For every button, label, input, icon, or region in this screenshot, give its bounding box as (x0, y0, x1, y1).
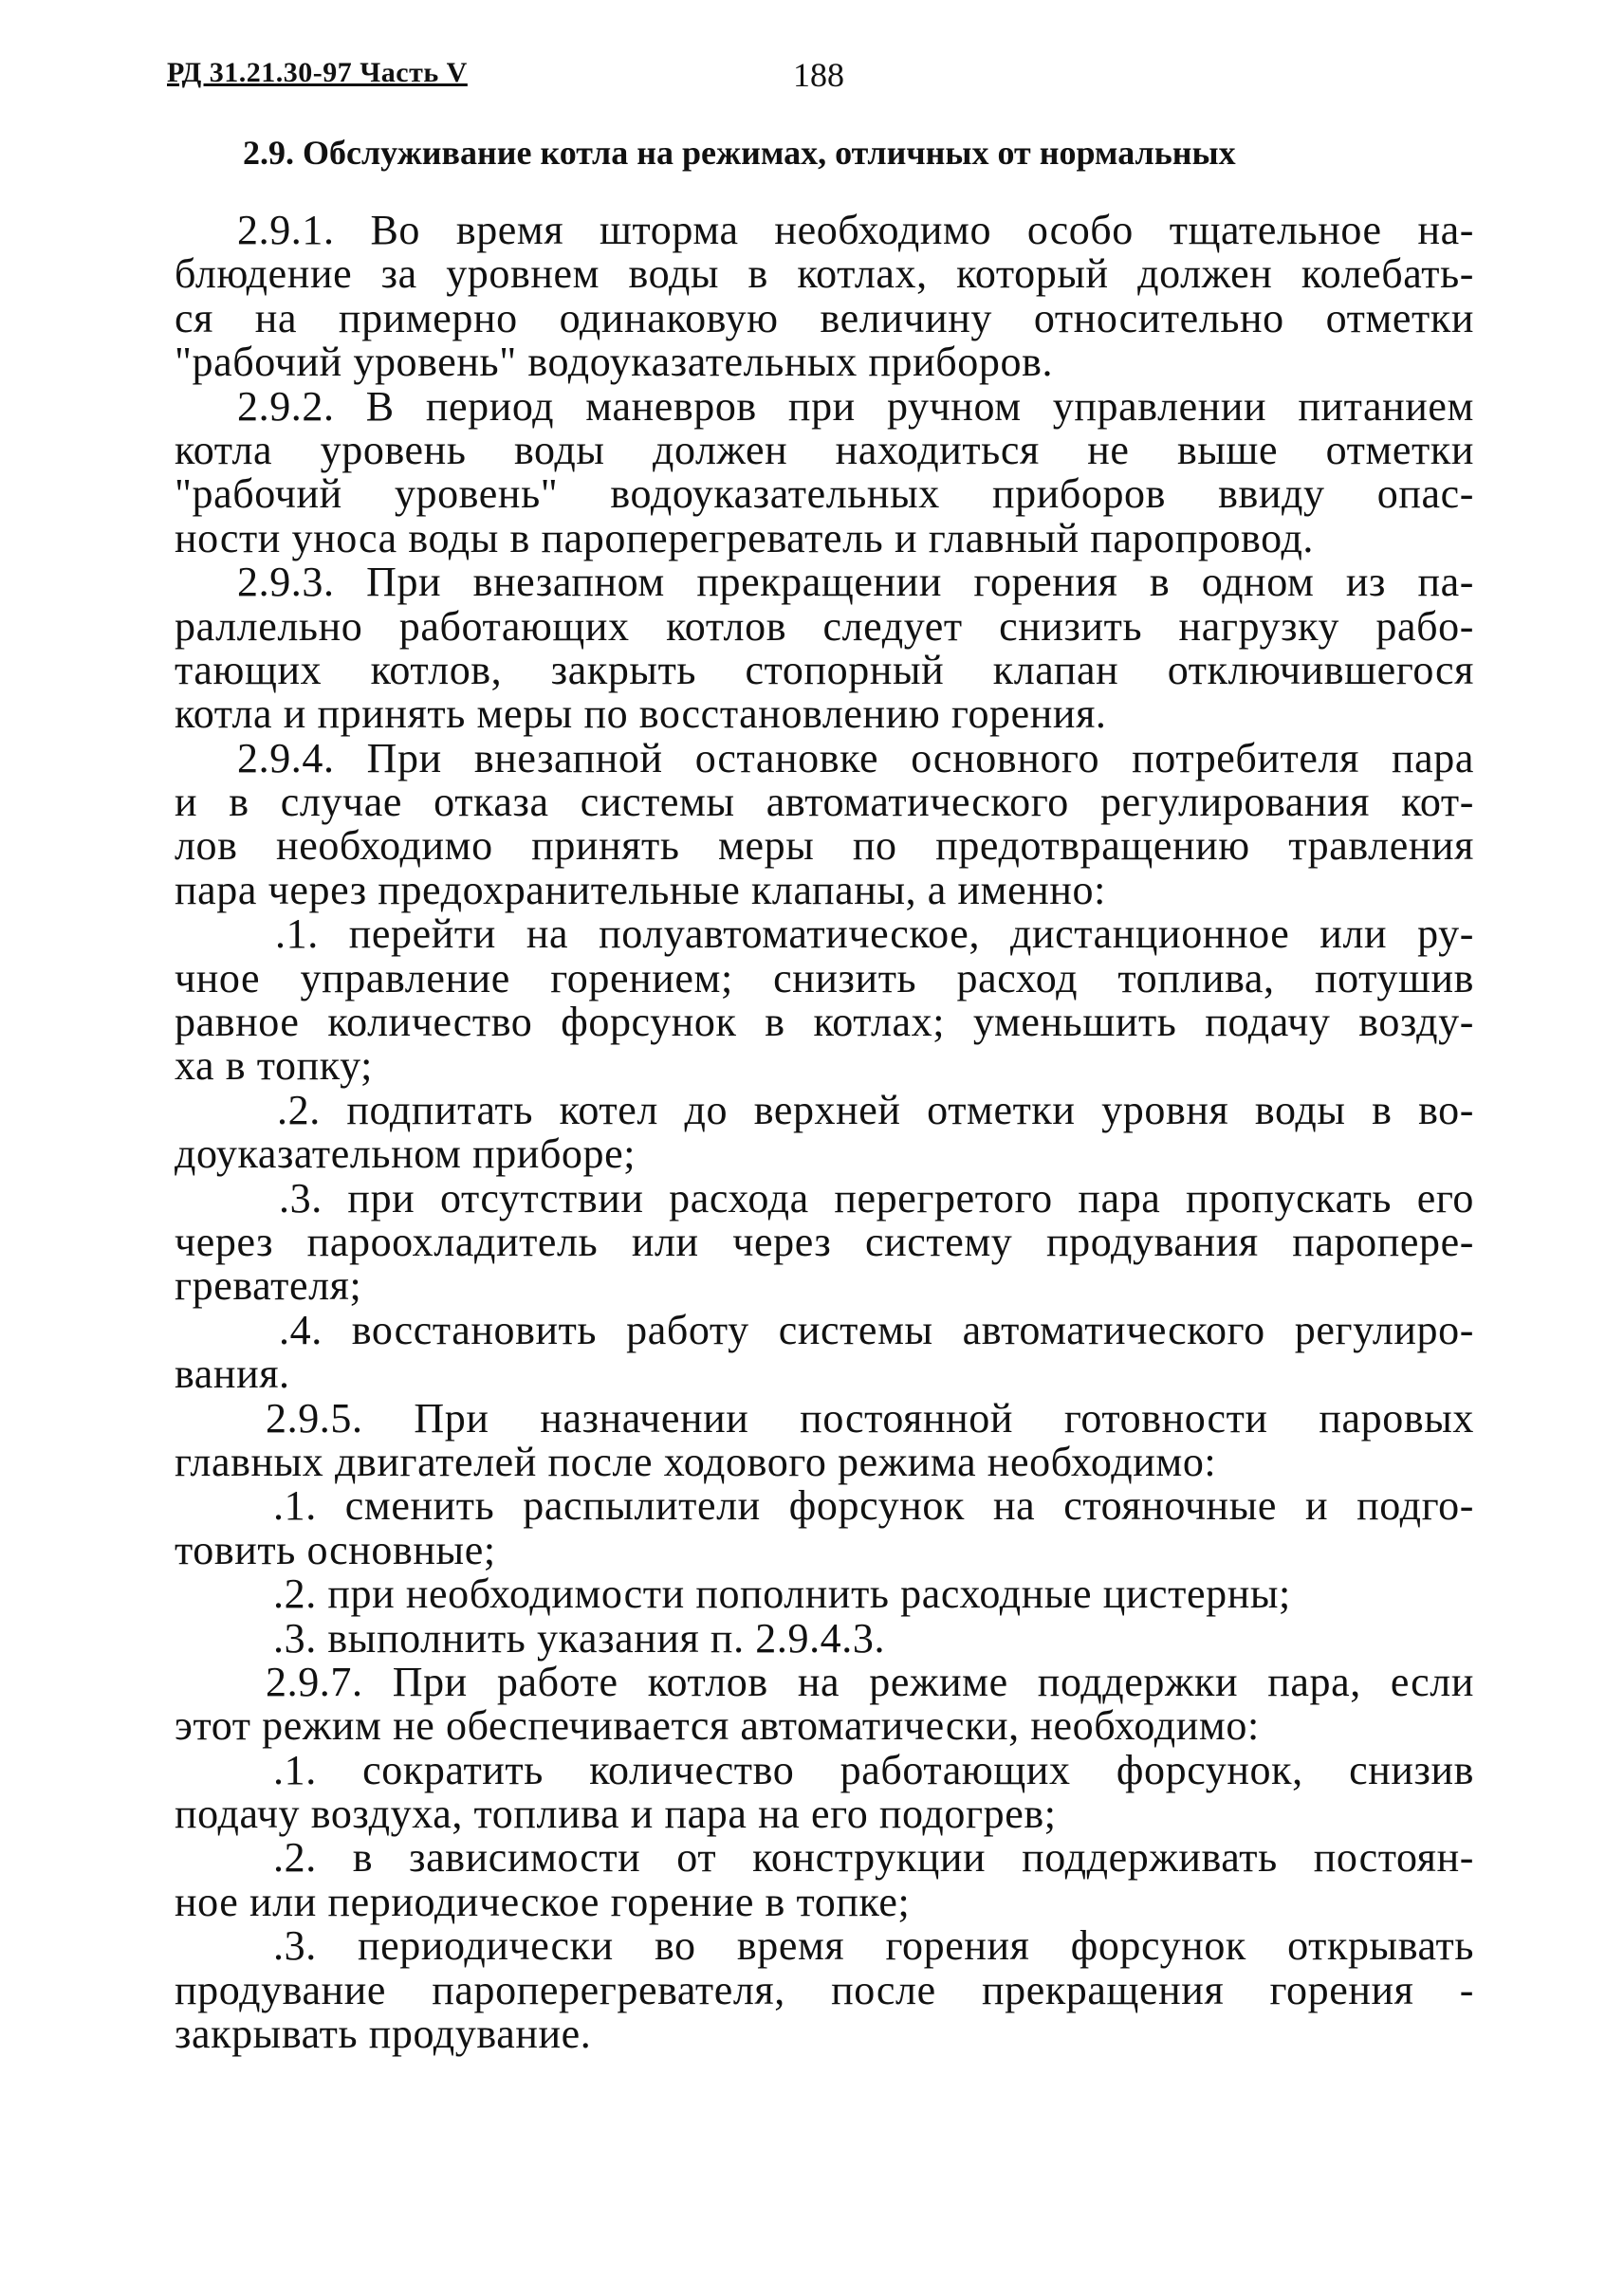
text-line: котла уровень воды должен находиться не выше отметки (175, 426, 1474, 473)
text-line: 2.9.2. В период маневров при ручном управлении питанием (237, 382, 1474, 430)
text-line: .2. в зависимости от конструкции поддерживать постоян- (273, 1834, 1474, 1882)
text-line: раллельно работающих котлов следует снизить нагрузку рабо- (175, 602, 1474, 650)
page-number: 188 (793, 56, 844, 94)
text-line: 2.9.4. При внезапной остановке основного потребителя пара (237, 734, 1474, 781)
text-line: .3. периодически во время горения форсунок открывать (273, 1922, 1474, 1970)
text-line: через пароохладитель или через систему продувания паропере- (175, 1218, 1474, 1265)
text-line: .1. сменить распылители форсунок на стояночные и подго- (273, 1482, 1474, 1530)
text-line: .3. при отсутствии расхода перегретого пара пропускать его (279, 1174, 1474, 1221)
text-line: гревателя; (175, 1262, 362, 1310)
text-line: ности уноса воды в пароперегреватель и главный паропровод. (175, 514, 1315, 561)
text-line: чное управление горением; снизить расход топлива, потушив (175, 954, 1474, 1001)
text-line: этот режим не обеспечивается автоматически, необходимо: (175, 1702, 1260, 1750)
text-line: 2.9.3. При внезапном прекращении горения в одном из па- (237, 559, 1474, 606)
text-line: ное или периодическое горение в топке; (175, 1878, 911, 1925)
text-line: главных двигателей после ходового режима необходимо: (175, 1438, 1217, 1485)
text-line: .4. восстановить работу системы автоматического регулиро- (279, 1306, 1474, 1353)
text-line: .1. сократить количество работающих форсунок, снизив (273, 1746, 1474, 1793)
text-line: закрывать продувание. (175, 2011, 592, 2058)
page-header (167, 57, 1495, 114)
text-line: котла и принять меры по восстановлению горения. (175, 690, 1107, 738)
text-line: ха в топку; (175, 1042, 373, 1090)
text-line: .2. при необходимости пополнить расходные цистерны; (273, 1570, 1291, 1618)
text-line: вания. (175, 1350, 290, 1398)
text-line: подачу воздуха, топлива и пара на его подогрев; (175, 1791, 1057, 1838)
text-line: "рабочий уровень" водоуказательных приборов ввиду опас- (175, 470, 1474, 518)
body-text (175, 209, 1474, 2056)
text-line: лов необходимо принять меры по предотвращению травления (175, 822, 1474, 870)
section-title: 2.9. Обслуживание котла на режимах, отличных от нормальных (243, 134, 1236, 172)
text-line: .1. перейти на полуавтоматическое, дистанционное или ру- (275, 910, 1474, 958)
text-line: товить основные; (175, 1526, 496, 1573)
text-line: 2.9.1. Во время шторма необходимо особо тщательное на- (237, 207, 1474, 253)
text-line: и в случае отказа системы автоматического регулирования кот- (175, 779, 1474, 826)
text-line: блюдение за уровнем воды в котлах, который должен колебать- (175, 250, 1474, 298)
text-line: тающих котлов, закрыть стопорный клапан отключившегося (175, 646, 1474, 693)
text-line: равное количество форсунок в котлах; уменьшить подачу возду- (175, 999, 1474, 1046)
text-line: .2. подпитать котел до верхней отметки уровня воды в во- (277, 1086, 1474, 1133)
text-line: доуказательном приборе; (175, 1130, 637, 1178)
text-line: продувание пароперегревателя, после прекращения горения - (175, 1966, 1474, 2013)
text-line: 2.9.7. При работе котлов на режиме поддержки пара, если (266, 1658, 1474, 1705)
text-line: пара через предохранительные клапаны, а именно: (175, 866, 1106, 913)
text-line: 2.9.5. При назначении постоянной готовности паровых (266, 1394, 1474, 1442)
text-line: ся на примерно одинаковую величину относительно отметки (175, 294, 1474, 341)
text-line: .3. выполнить указания п. 2.9.4.3. (273, 1614, 886, 1662)
document-code: РД 31.21.30-97 Часть V (167, 57, 468, 88)
text-line: "рабочий уровень" водоуказательных приборов. (175, 339, 1054, 386)
